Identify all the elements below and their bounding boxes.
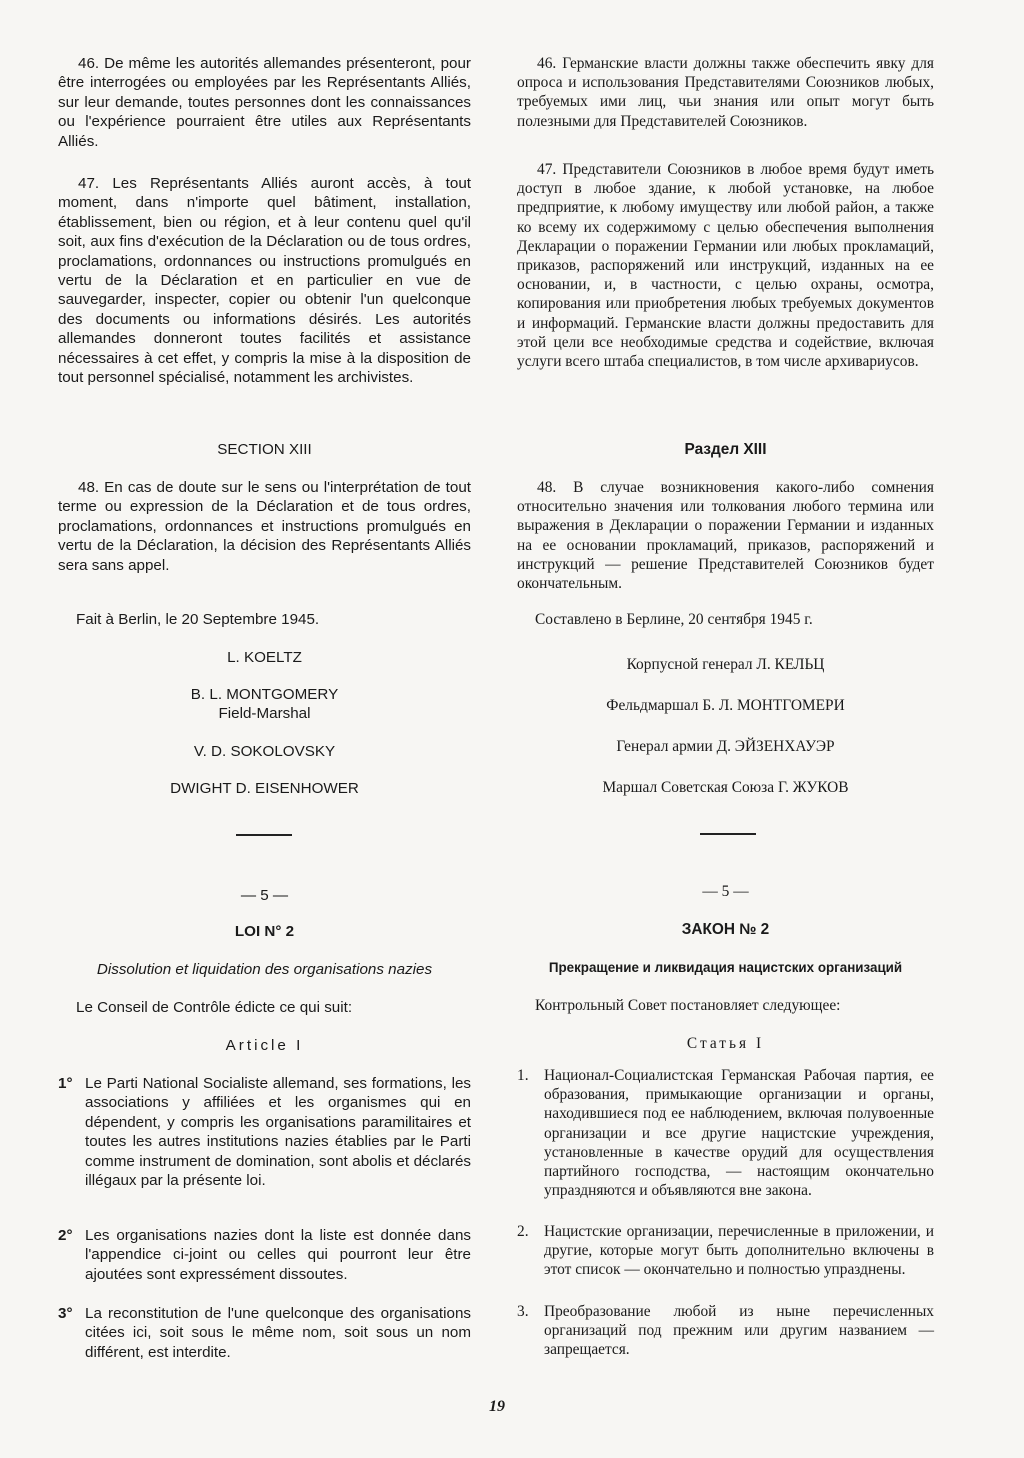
- ru-item-number: 1.: [517, 1067, 529, 1084]
- ru-paragraph-46: 46. Германские власти должны также обеспечить явку для опроса и использования Представителями Союзников любых, требуемых ими лиц, чьи знания или опыт могут быть полезными для Представителей Союзников.: [517, 55, 934, 130]
- fr-signature-montgomery: B. L. MONTGOMERY: [190, 686, 339, 703]
- ru-item-text: Преобразование любой из ныне перечисленных организаций под прежним или другим названием — запрещается.: [544, 1303, 934, 1359]
- fr-item-text: La reconstitution de l'une quelconque des organisations citées ici, soit sous le même nom, soit sous un nom différent, est interdite.: [85, 1305, 471, 1361]
- ru-item-text: Нацистские организации, перечисленные в приложении, и другие, которые могут быть дополнительно включены в этот список — окончательно и полностью упразднены.: [544, 1223, 934, 1279]
- ru-article-heading: Статья I: [686, 1035, 765, 1052]
- ru-done-at: Составлено в Берлине, 20 сентября 1945 г.: [535, 611, 813, 628]
- fr-item-text: Le Parti National Socialiste allemand, ses formations, les associations y affiliées et les organismes qui en dépendent, y compris les organisations paramilitaires et toutes les autres institutions nazies établies par le Parti comme instrument de domination, sont abolis et déclarés illégaux par la présente loi.: [85, 1075, 471, 1190]
- fr-paragraph-46: 46. De même les autorités allemandes présenteront, pour être interrogées ou employées par les Représentants Alliés, sur leur demande, toutes personnes dont les connaissances ou l'expérience pourraient être utiles aux Représentants Alliés.: [58, 55, 471, 150]
- ru-section-heading: Раздел XIII: [684, 441, 767, 458]
- fr-doc-number: — 5 —: [240, 887, 289, 904]
- fr-signature-sokolovsky: V. D. SOKOLOVSKY: [193, 743, 336, 760]
- fr-paragraph-48: 48. En cas de doute sur le sens ou l'interprétation de tout terme ou expression de la Déclaration et de tous ordres, proclamations, ordonnances et instructions promulgués en vertu de la Déclaration, la décision des Représentants Alliés sera sans appel.: [58, 479, 471, 574]
- ru-divider: [700, 833, 756, 835]
- ru-signature-koeltz: Корпусной генерал Л. КЕЛЬЦ: [626, 656, 825, 673]
- ru-doc-number: — 5 —: [702, 883, 749, 900]
- fr-signature-eisenhower: DWIGHT D. EISENHOWER: [170, 780, 359, 797]
- fr-enacts: Le Conseil de Contrôle édicte ce qui suit:: [76, 999, 353, 1016]
- ru-law-subtitle: Прекращение и ликвидация нацистских организаций: [548, 960, 903, 975]
- fr-law-title: LOI N° 2: [234, 923, 295, 940]
- fr-item-number: 3°: [58, 1305, 73, 1322]
- fr-article-item-2: [58, 1226, 471, 1284]
- fr-item-number: 1°: [58, 1075, 73, 1092]
- ru-item-number: 2.: [517, 1223, 529, 1240]
- fr-article-item-1: [58, 1074, 471, 1190]
- fr-law-subtitle: Dissolution et liquidation des organisations nazies: [96, 961, 433, 978]
- ru-signature-zhukov: Маршал Советская Союза Г. ЖУКОВ: [602, 779, 849, 796]
- fr-article-item-3: [58, 1304, 471, 1362]
- ru-law-title: ЗАКОН № 2: [681, 921, 770, 938]
- ru-article-item-1: [517, 1066, 934, 1200]
- ru-item-text: Национал-Социалистская Германская Рабочая партия, ее образования, примыкающие организации и органы, находившиеся под ее наблюдением, включая полувоенные организации и все другие нацистские учреждения, установленные в качестве орудий для осуществления партийного господства, — настоящим окончательно упраздняются и объявляются вне закона.: [544, 1067, 934, 1200]
- ru-signature-eisenhower: Генерал армии Д. ЭЙЗЕНХАУЭР: [616, 738, 835, 755]
- fr-divider: [236, 834, 292, 836]
- ru-article-item-3: [517, 1302, 934, 1360]
- fr-article-heading: Article I: [225, 1037, 304, 1054]
- fr-done-at: Fait à Berlin, le 20 Septembre 1945.: [76, 611, 320, 628]
- fr-signature-koeltz: L. KOELTZ: [227, 649, 302, 666]
- ru-signature-montgomery: Фельдмаршал Б. Л. МОНТГОМЕРИ: [606, 697, 845, 714]
- fr-item-number: 2°: [58, 1227, 73, 1244]
- page-number: 19: [489, 1398, 505, 1415]
- fr-signature-montgomery-rank: Field-Marshal: [218, 705, 311, 722]
- ru-paragraph-47: 47. Представители Союзников в любое время будут иметь доступ в любое здание, к любой установке, на любое предприятие, к любому имуществу или любой район, а также ко всему их содержимому с целью обеспечения выполнения Декларации о поражении Германии или любых прокламаций, приказов, распоряжений или инструкций, изданных на ее основании, и, в частности, с целью охраны, осмотра, копирования или приобретения любых требуемых документов и информаций. Германские власти должны предоставить для этой цели все необходимые средства и содействие, включая услуги всего штаба специалистов, в том числе архивариусов.: [517, 161, 934, 371]
- ru-article-item-2: [517, 1222, 934, 1280]
- fr-item-text: Les organisations nazies dont la liste est donnée dans l'appendice ci-joint ou celles qui pourront leur être ajoutées sont expressément dissoutes.: [85, 1227, 471, 1283]
- ru-paragraph-48: 48. В случае возникновения какого-либо сомнения относительно значения или толкования любого термина или выражения в Декларации о поражении Германии и изданных на ее основании прокламаций, приказов, распоряжений и инструкций — решение Представителей Союзников будет окончательным.: [517, 479, 934, 593]
- ru-item-number: 3.: [517, 1303, 529, 1320]
- ru-enacts: Контрольный Совет постановляет следующее:: [535, 997, 841, 1014]
- fr-section-heading: SECTION XIII: [217, 441, 312, 458]
- fr-paragraph-47: 47. Les Représentants Alliés auront accès, à tout moment, dans n'importe quel bâtiment, installation, établissement, bien ou région, et à leur contenu quel qu'il soit, aux fins d'exécution de la Déclaration ou de tous ordres, proclamations, ordonnances ou instructions promulgués en vertu de la Déclaration et en particulier en vue de sauvegarder, inspecter, copier ou obtenir l'un quelconque des documents ou informations désirés. Les autorités allemandes donneront toutes facilités et assistance nécessaires à cet effet, y compris la mise à la disposition de tout personnel spécialisé, notamment les archivistes.: [58, 175, 471, 387]
